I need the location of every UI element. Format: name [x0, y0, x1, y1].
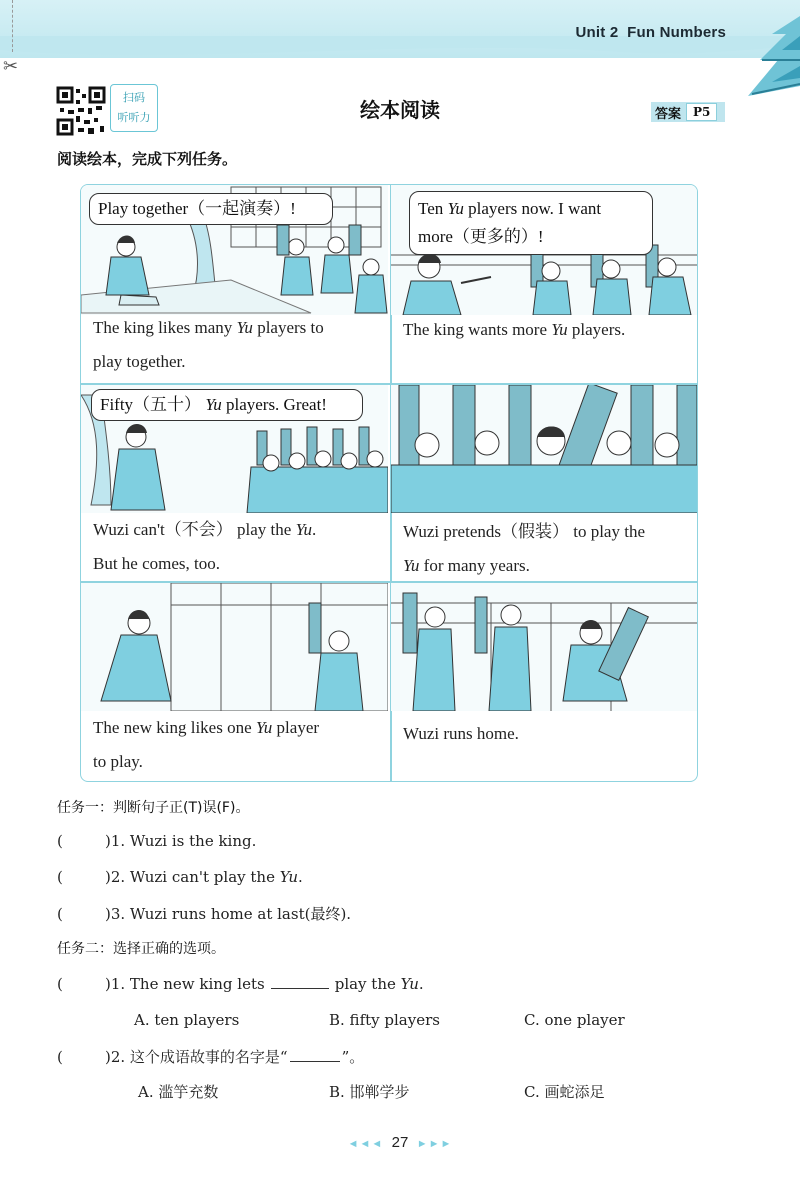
story-caption: The new king likes one Yu player to play. — [93, 718, 320, 771]
answer-page: P5 — [686, 103, 717, 121]
scissors-icon: ✂ — [3, 56, 19, 77]
story-panel-5 — [81, 583, 388, 782]
wuzi-runs-home-illustration — [391, 583, 698, 711]
task2-question-1[interactable]: ( )1. The new king lets play the Yu. — [57, 975, 424, 993]
story-caption: Wuzi can't（不会） play the Yu. But he comes, too. — [93, 520, 317, 573]
option-b[interactable]: B. fifty players — [329, 1011, 440, 1029]
speech-bubble: Fifty（五十） Yu players. Great! — [91, 389, 363, 421]
cut-guide-line — [12, 0, 13, 52]
answer-blank[interactable] — [290, 1047, 340, 1062]
story-caption: Wuzi runs home. — [403, 724, 519, 743]
page-title: 绘本阅读 — [360, 98, 440, 122]
option-c[interactable]: C. 画蛇添足 — [524, 1083, 605, 1101]
story-panel-1 — [81, 185, 388, 383]
task1-question-1[interactable]: ( )1. Wuzi is the king. — [57, 832, 257, 850]
task2-title: 任务二：选择正确的选项。 — [57, 941, 225, 957]
picture-book-grid — [80, 184, 698, 782]
page-footer — [0, 1134, 800, 1151]
task1-question-3[interactable]: ( )3. Wuzi runs home at last(最终). — [57, 905, 352, 923]
story-caption: Wuzi pretends（假装） to play the Yu for many years. — [403, 522, 645, 575]
story-panel-3 — [81, 385, 388, 581]
story-caption: The king likes many Yu players to play together. — [93, 318, 324, 371]
option-b[interactable]: B. 邯郸学步 — [329, 1083, 410, 1101]
unit-label: Unit 2 Fun Numbers — [575, 24, 726, 41]
option-a[interactable]: A. 滥竽充数 — [138, 1083, 219, 1101]
wuzi-pretends-illustration — [391, 385, 698, 513]
scan-to-listen-label: 扫码 听听力 — [110, 84, 158, 132]
answer-badge: 答案 P5 — [651, 102, 725, 122]
speech-bubble: Play together（一起演奏）! — [89, 193, 333, 225]
speech-bubble: Ten Yu players now. I want more（更多的）! — [409, 191, 653, 255]
story-panel-4 — [391, 385, 698, 581]
option-a[interactable]: A. ten players — [134, 1011, 240, 1029]
task2-question-2[interactable]: ( )2. 这个成语故事的名字是“ ”。 — [57, 1048, 365, 1066]
left-arrows-icon: ◄◄◄ — [347, 1138, 384, 1150]
story-caption: The king wants more Yu players. — [403, 320, 626, 339]
story-panel-6 — [391, 583, 698, 782]
story-panel-2 — [391, 185, 698, 383]
task1-title: 任务一：判断句子正(T)误(F)。 — [57, 800, 250, 816]
right-arrows-icon: ►►► — [416, 1138, 453, 1150]
page-number: 27 — [391, 1134, 409, 1151]
answer-blank[interactable] — [271, 974, 329, 989]
new-king-illustration — [81, 583, 388, 711]
option-c[interactable]: C. one player — [524, 1011, 625, 1029]
header-wave-decoration — [0, 36, 800, 76]
task1-question-2[interactable]: ( )2. Wuzi can't play the Yu. — [57, 868, 303, 886]
instruction: 阅读绘本，完成下列任务。 — [57, 150, 238, 168]
